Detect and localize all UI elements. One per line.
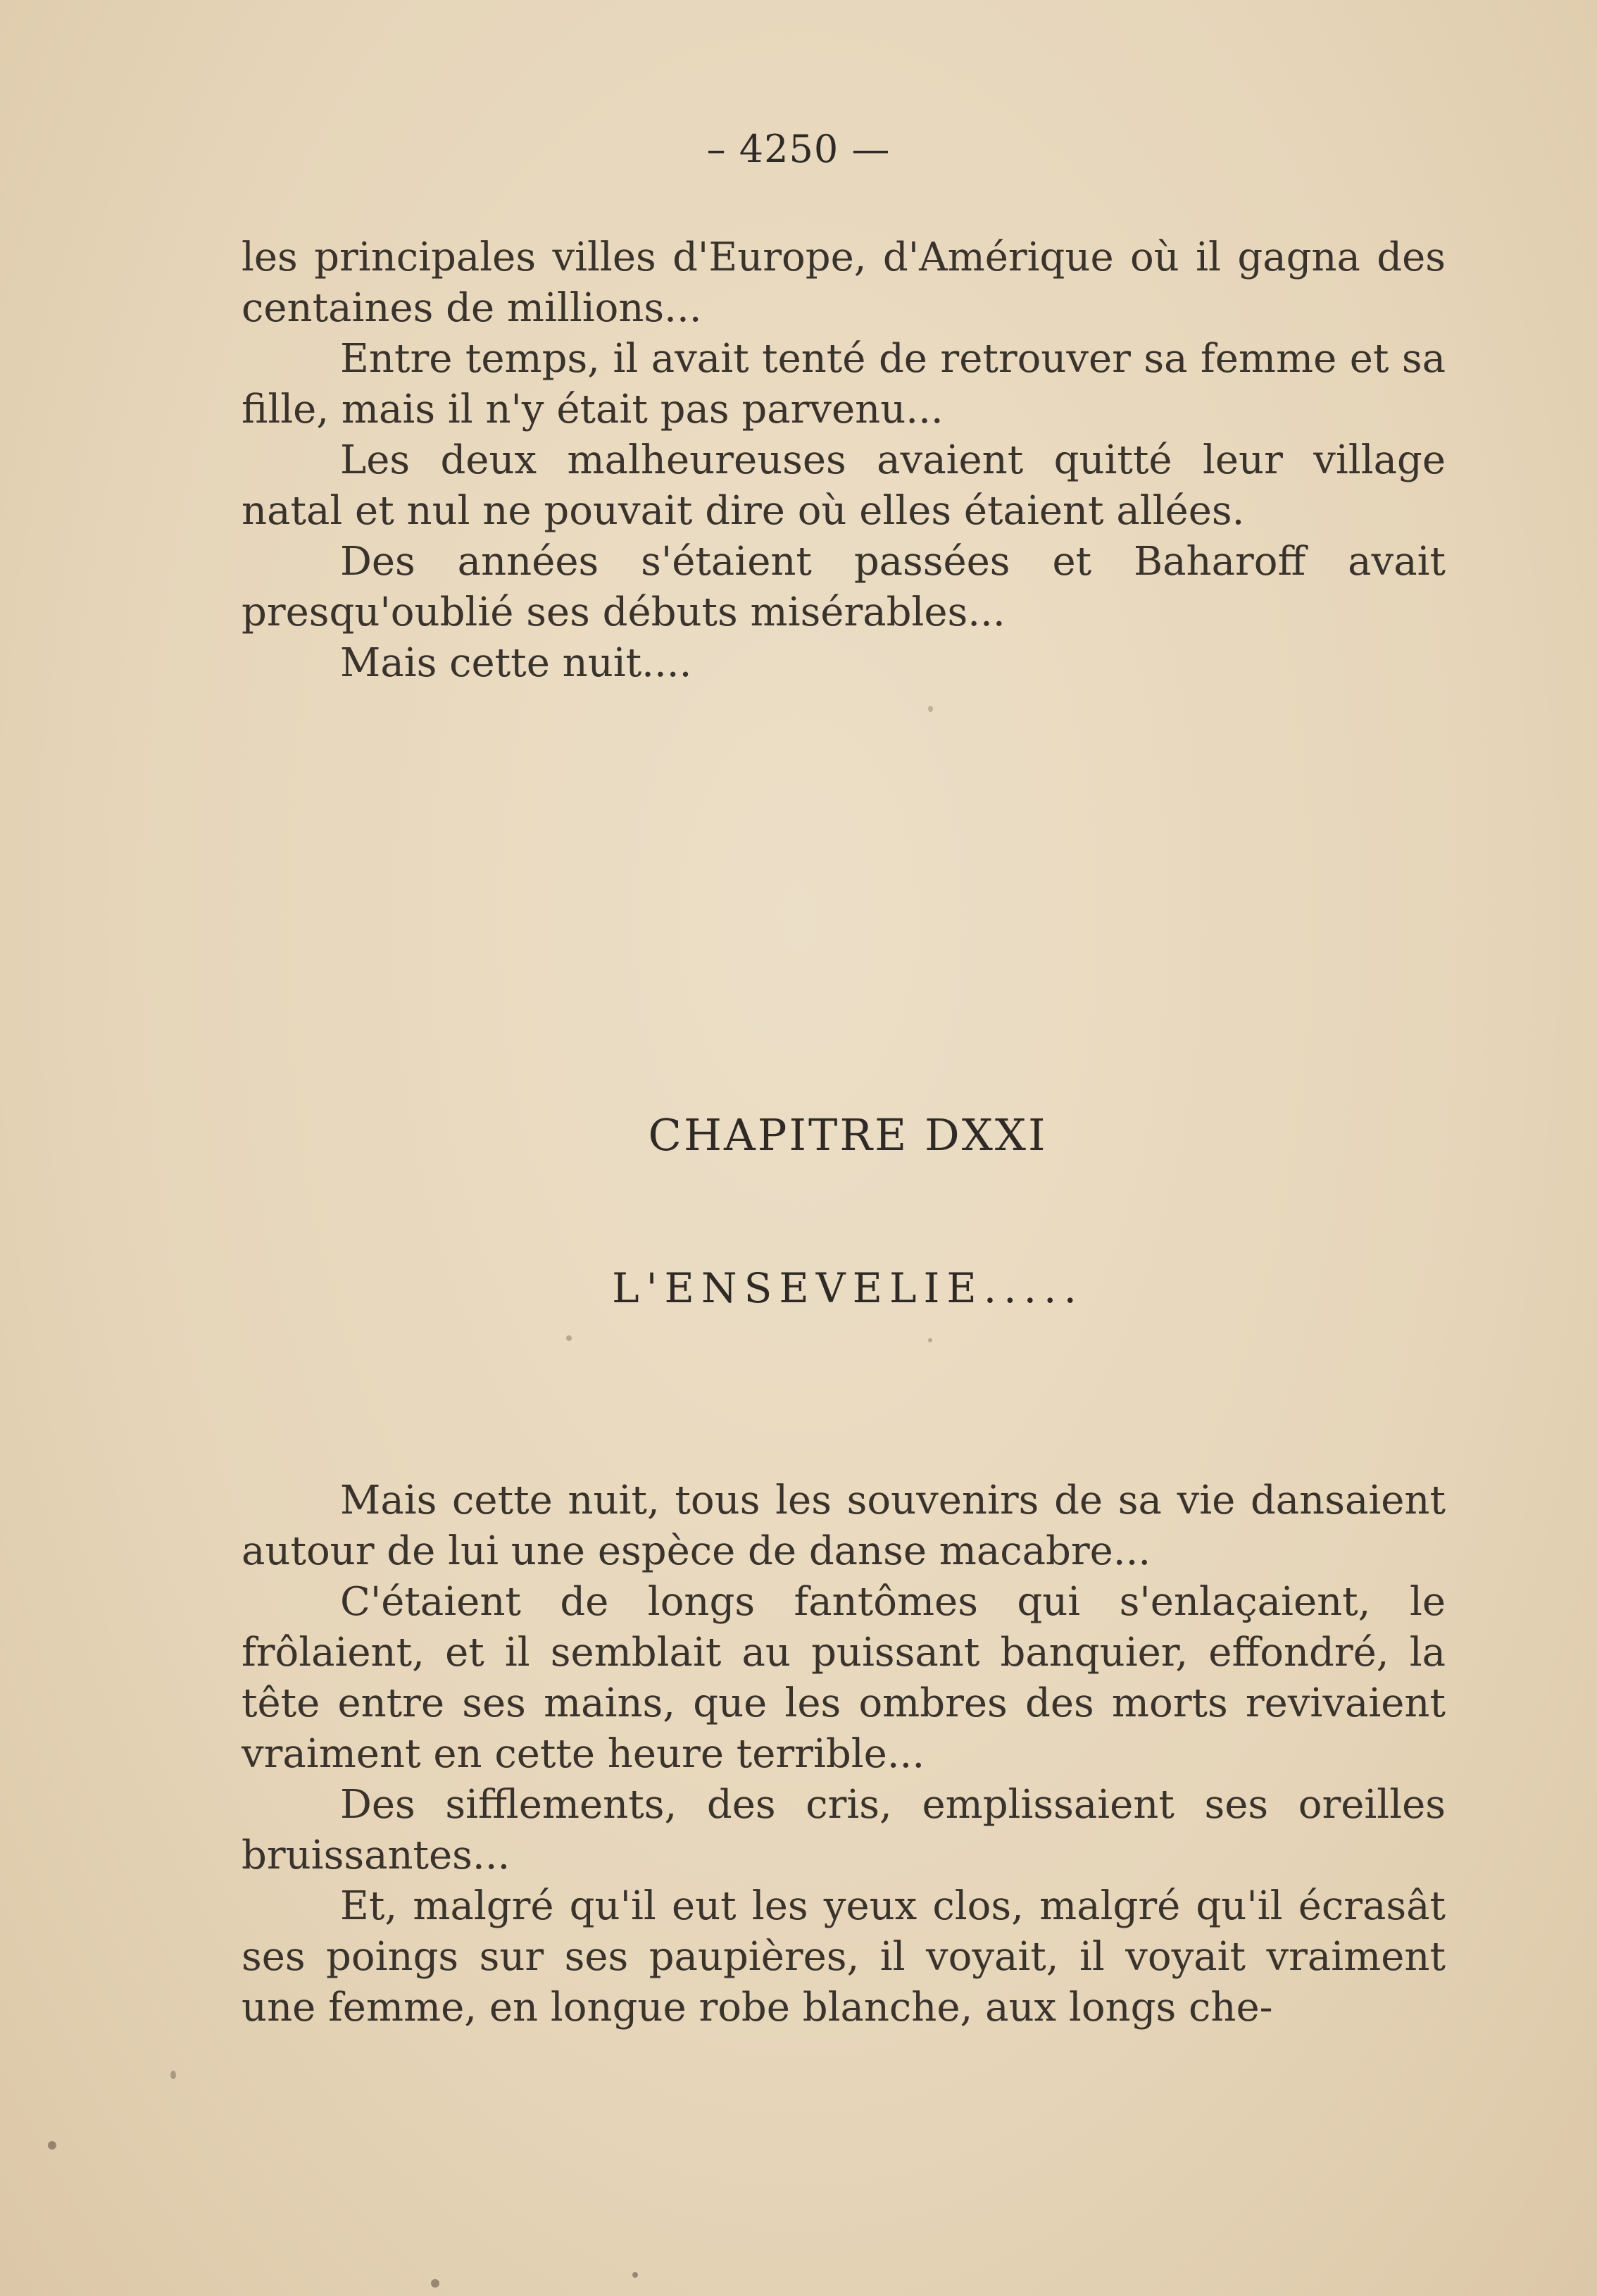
page-number: – 4250 —: [706, 127, 891, 171]
paragraph: Entre temps, il avait tenté de retrouver sa femme et sa fille, mais il n'y était pas parvenu...: [242, 336, 1446, 432]
paper-speck: [566, 1335, 572, 1341]
paper-speck: [928, 706, 933, 712]
paper-speck: [431, 2279, 439, 2288]
paragraph: Et, malgré qu'il eut les yeux clos, malgré qu'il écrasât ses poings sur ses paupières, il voyait, il voyait vraiment une femme, en longue robe blanche, aux longs che-: [242, 1883, 1446, 2030]
paper-speck: [928, 1338, 932, 1342]
chapter-title: CHAPITRE DXXI: [648, 1109, 1048, 1161]
chapter-text-block: [242, 1475, 1446, 2033]
intro-text-block: [242, 232, 1446, 689]
paragraph: Des sifflements, des cris, emplissaient ses oreilles bruissantes...: [242, 1782, 1446, 1878]
chapter-subtitle: L'ENSEVELIE.....: [612, 1264, 1084, 1312]
paragraph: Mais cette nuit, tous les souvenirs de sa vie dansaient autour de lui une espèce de danse macabre...: [242, 1478, 1446, 1574]
paragraph: les principales villes d'Europe, d'Amérique où il gagna des centaines de millions...: [242, 235, 1446, 331]
paper-speck: [632, 2272, 638, 2278]
paragraph: C'étaient de longs fantômes qui s'enlaçaient, le frôlaient, et il semblait au puissant banquier, effondré, la tête entre ses mains, que les ombres des morts revivaient vraiment en cette heure terrible...: [242, 1579, 1446, 1777]
paragraph: Les deux malheureuses avaient quitté leur village natal et nul ne pouvait dire où elles étaient allées.: [242, 437, 1446, 534]
paragraph: Des années s'étaient passées et Baharoff avait presqu'oublié ses débuts misérables...: [242, 539, 1446, 635]
paragraph: Mais cette nuit....: [340, 640, 692, 686]
paper-speck: [170, 2071, 176, 2079]
paper-speck: [48, 2141, 56, 2150]
